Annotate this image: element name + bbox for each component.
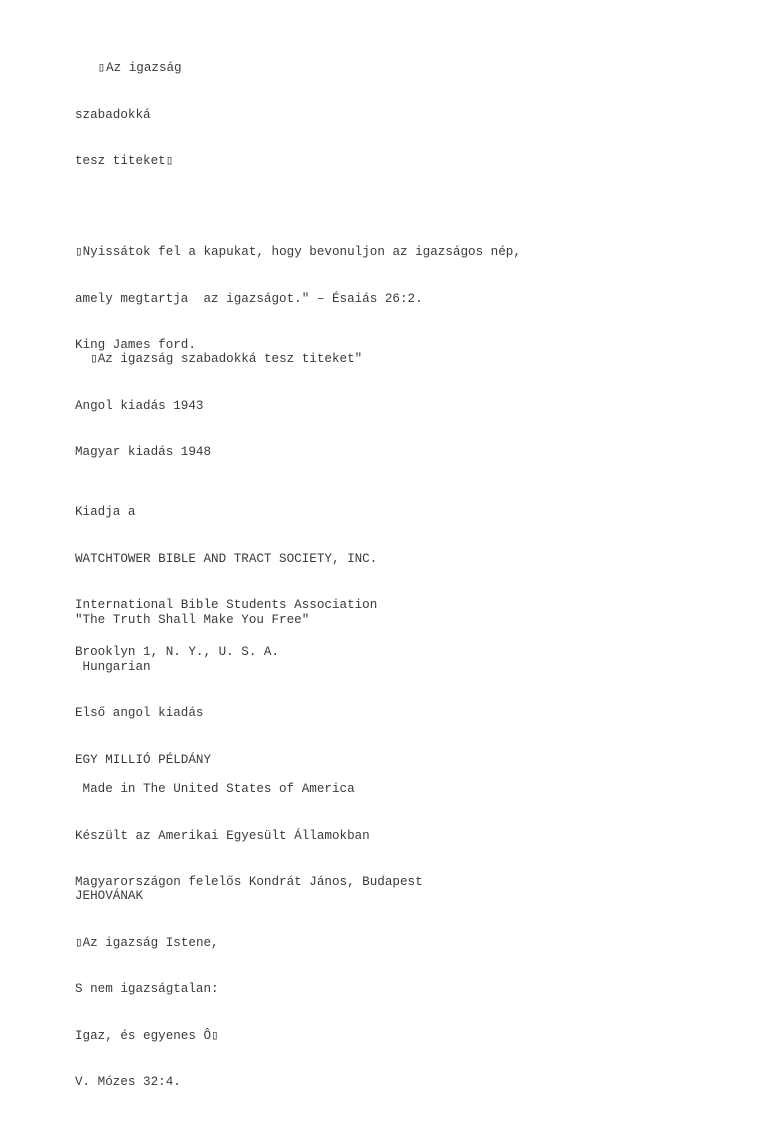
title-block bbox=[75, 30, 182, 201]
printing-line: Made in The United States of America bbox=[75, 782, 355, 796]
printing-line: Magyarországon felelős Kondrát János, Budapest bbox=[75, 875, 423, 889]
publisher-line: WATCHTOWER BIBLE AND TRACT SOCIETY, INC. bbox=[75, 551, 378, 566]
publisher-line: Brooklyn 1, N. Y., U. S. A. bbox=[75, 644, 280, 659]
dedication-line: Igaz, és egyenes Ô▯ bbox=[75, 1028, 219, 1043]
edition-line: Angol kiadás 1943 bbox=[75, 398, 204, 413]
dedication-block bbox=[75, 858, 219, 1122]
publisher-line: Kiadja a bbox=[75, 505, 136, 519]
original-title-line: EGY MILLIÓ PÉLDÁNY bbox=[75, 752, 212, 767]
title-line: szabadokká bbox=[75, 107, 151, 122]
dedication-source: V. Mózes 32:4. bbox=[75, 1075, 181, 1089]
original-title-line: Hungarian bbox=[75, 659, 151, 674]
original-title-line: "The Truth Shall Make You Free" bbox=[75, 613, 310, 627]
dedication-line: ▯Az igazság Istene, bbox=[75, 935, 219, 950]
dedication-line: JEHOVÁNAK bbox=[75, 889, 144, 903]
dedication-line: S nem igazságtalan: bbox=[75, 982, 219, 996]
edition-line: Magyar kiadás 1948 bbox=[75, 445, 212, 459]
title-line: ▯ Az igazság bbox=[75, 61, 182, 75]
publisher-line: International Bible Students Association bbox=[75, 598, 378, 612]
original-title-line: Első angol kiadás bbox=[75, 706, 204, 720]
edition-block bbox=[75, 321, 362, 492]
printing-line: Készült az Amerikai Egyesült Államokban bbox=[75, 828, 370, 843]
document-page bbox=[75, 0, 755, 1089]
title-line: tesz titeket▯ bbox=[75, 154, 174, 168]
epigraph-line: ▯Nyissátok fel a kapukat, hogy bevonuljon az igazságos nép, bbox=[75, 245, 521, 259]
edition-title: ▯Az igazság szabadokká tesz titeket" bbox=[75, 352, 363, 366]
epigraph-source: King James ford. bbox=[75, 338, 196, 352]
epigraph-line: amely megtartja az igazságot." – Ésaiás 26:2. bbox=[75, 291, 423, 306]
